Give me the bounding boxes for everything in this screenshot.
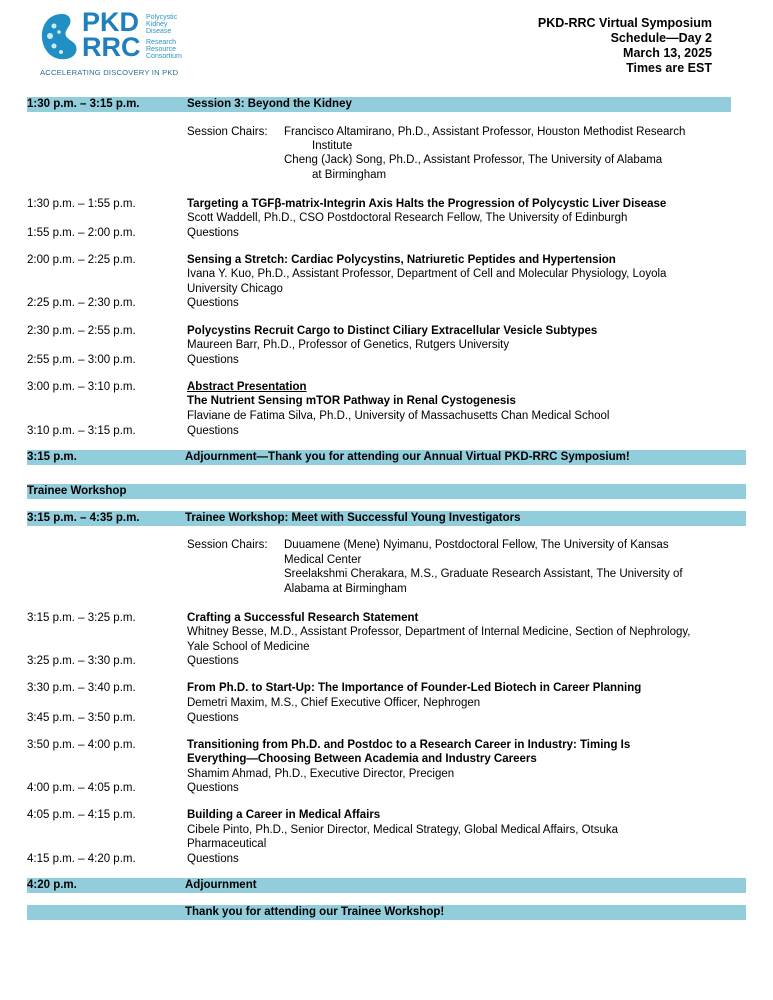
questions-label: Questions xyxy=(187,782,239,794)
session3-chair2-line1: Cheng (Jack) Song, Ph.D., Assistant Professor, The University of Alabama xyxy=(284,154,663,166)
workshop-chair1-line1: Duuamene (Mene) Nyimanu, Postdoctoral Fellow, The University of Kansas xyxy=(284,539,669,551)
questions-time: 2:25 p.m. – 2:30 p.m. xyxy=(27,297,136,309)
pkd-rrc-logo xyxy=(40,7,200,82)
talk-time: 3:15 p.m. – 3:25 p.m. xyxy=(27,612,136,624)
questions-time: 4:15 p.m. – 4:20 p.m. xyxy=(27,853,136,865)
talk-time: 4:05 p.m. – 4:15 p.m. xyxy=(27,809,136,821)
talk-speaker: Whitney Besse, M.D., Assistant Professor, Department of Internal Medicine, Section of Nephrology, xyxy=(187,626,691,638)
talk-speaker: Flaviane de Fatima Silva, Ph.D., University of Massachusetts Chan Medical School xyxy=(187,410,610,422)
talk-speaker-cont: University Chicago xyxy=(187,283,283,295)
talk-title: Building a Career in Medical Affairs xyxy=(187,809,381,821)
adjournment-text: Adjournment xyxy=(185,879,257,891)
logo-wordmark: PKD RRC xyxy=(82,7,141,62)
session3-bar xyxy=(27,97,731,112)
adjournment-text: Adjournment—Thank you for attending our Annual Virtual PKD-RRC Symposium! xyxy=(185,451,630,463)
questions-label: Questions xyxy=(187,354,239,366)
talk-title: Polycystins Recruit Cargo to Distinct Ciliary Extracellular Vesicle Subtypes xyxy=(187,325,598,337)
questions-label: Questions xyxy=(187,655,239,667)
logo-tagline: ACCELERATING DISCOVERY IN PKD xyxy=(40,68,179,77)
questions-time: 2:55 p.m. – 3:00 p.m. xyxy=(27,354,136,366)
talk-title: Targeting a TGFβ-matrix-Integrin Axis Halts the Progression of Polycystic Liver Disease xyxy=(187,198,667,210)
talk-speaker-cont: Pharmaceutical xyxy=(187,838,267,850)
workshop-title: Trainee Workshop: Meet with Successful Young Investigators xyxy=(185,512,521,524)
workshop-thanks-bar xyxy=(27,905,746,920)
adjournment-time: 3:15 p.m. xyxy=(27,451,77,463)
talk-time: 3:30 p.m. – 3:40 p.m. xyxy=(27,682,136,694)
talk-title-cont: Everything—Choosing Between Academia and Industry Careers xyxy=(187,753,537,765)
thanks-text: Thank you for attending our Trainee Workshop! xyxy=(185,906,445,918)
questions-time: 3:25 p.m. – 3:30 p.m. xyxy=(27,655,136,667)
header-subtitle: Schedule—Day 2 xyxy=(610,31,712,45)
session3-chair1-line1: Francisco Altamirano, Ph.D., Assistant Professor, Houston Methodist Research xyxy=(284,126,686,138)
talk-title: Sensing a Stretch: Cardiac Polycystins, Natriuretic Peptides and Hypertension xyxy=(187,254,616,266)
questions-time: 1:55 p.m. – 2:00 p.m. xyxy=(27,227,136,239)
questions-time: 3:10 p.m. – 3:15 p.m. xyxy=(27,425,136,437)
session3-title: Session 3: Beyond the Kidney xyxy=(187,98,352,110)
workshop-adjournment-bar xyxy=(27,878,746,893)
header-timezone: Times are EST xyxy=(626,61,712,75)
kidney-icon xyxy=(40,12,80,62)
talk-speaker: Maureen Barr, Ph.D., Professor of Genetics, Rutgers University xyxy=(187,339,510,351)
talk-title: The Nutrient Sensing mTOR Pathway in Renal Cystogenesis xyxy=(187,395,516,407)
section-title: Trainee Workshop xyxy=(27,485,127,497)
questions-label: Questions xyxy=(187,425,239,437)
talk-title: Transitioning from Ph.D. and Postdoc to a Research Career in Industry: Timing Is xyxy=(187,739,631,751)
trainee-workshop-section-bar xyxy=(27,484,746,499)
header-date: March 13, 2025 xyxy=(623,46,712,60)
questions-time: 3:45 p.m. – 3:50 p.m. xyxy=(27,712,136,724)
workshop-chair2-line1: Sreelakshmi Cherakara, M.S., Graduate Research Assistant, The University of xyxy=(284,568,683,580)
session3-time: 1:30 p.m. – 3:15 p.m. xyxy=(27,98,140,110)
header-title: PKD-RRC Virtual Symposium xyxy=(537,16,712,30)
talk-speaker: Cibele Pinto, Ph.D., Senior Director, Medical Strategy, Global Medical Affairs, Otsuka xyxy=(187,824,619,836)
talk-time: 2:00 p.m. – 2:25 p.m. xyxy=(27,254,136,266)
workshop-chairs-label: Session Chairs: xyxy=(187,539,268,551)
session3-chair2-line2: at Birmingham xyxy=(312,169,387,181)
workshop-chair1-line2: Medical Center xyxy=(284,554,362,566)
talk-speaker: Shamim Ahmad, Ph.D., Executive Director, Precigen xyxy=(187,768,455,780)
talk-time: 3:50 p.m. – 4:00 p.m. xyxy=(27,739,136,751)
workshop-time: 3:15 p.m. – 4:35 p.m. xyxy=(27,512,140,524)
adjournment-time: 4:20 p.m. xyxy=(27,879,77,891)
talk-time: 3:00 p.m. – 3:10 p.m. xyxy=(27,381,136,393)
talk-speaker-cont: Yale School of Medicine xyxy=(187,641,310,653)
workshop-chair2-line2: Alabama at Birmingham xyxy=(284,583,407,595)
talk-speaker: Scott Waddell, Ph.D., CSO Postdoctoral Research Fellow, The University of Edinburgh xyxy=(187,212,628,224)
document-header xyxy=(538,16,712,76)
logo-subtitle-top: Polycystic Kidney Disease xyxy=(146,14,178,35)
questions-label: Questions xyxy=(187,227,239,239)
talk-speaker: Ivana Y. Kuo, Ph.D., Assistant Professor, Department of Cell and Molecular Physiology, Loyola xyxy=(187,268,667,280)
abstract-presentation-label: Abstract Presentation xyxy=(187,381,307,393)
talk-title: Crafting a Successful Research Statement xyxy=(187,612,419,624)
talk-speaker: Demetri Maxim, M.S., Chief Executive Officer, Nephrogen xyxy=(187,697,481,709)
questions-label: Questions xyxy=(187,853,239,865)
session3-adjournment-bar xyxy=(27,450,746,465)
talk-time: 1:30 p.m. – 1:55 p.m. xyxy=(27,198,136,210)
questions-label: Questions xyxy=(187,297,239,309)
talk-title: From Ph.D. to Start-Up: The Importance of Founder-Led Biotech in Career Planning xyxy=(187,682,642,694)
questions-label: Questions xyxy=(187,712,239,724)
questions-time: 4:00 p.m. – 4:05 p.m. xyxy=(27,782,136,794)
logo-subtitle-bottom: Research Resource Consortium xyxy=(146,39,182,60)
session3-chair1-line2: Institute xyxy=(312,140,353,152)
session3-chairs-label: Session Chairs: xyxy=(187,126,268,138)
workshop-session-bar xyxy=(27,511,746,526)
talk-time: 2:30 p.m. – 2:55 p.m. xyxy=(27,325,136,337)
